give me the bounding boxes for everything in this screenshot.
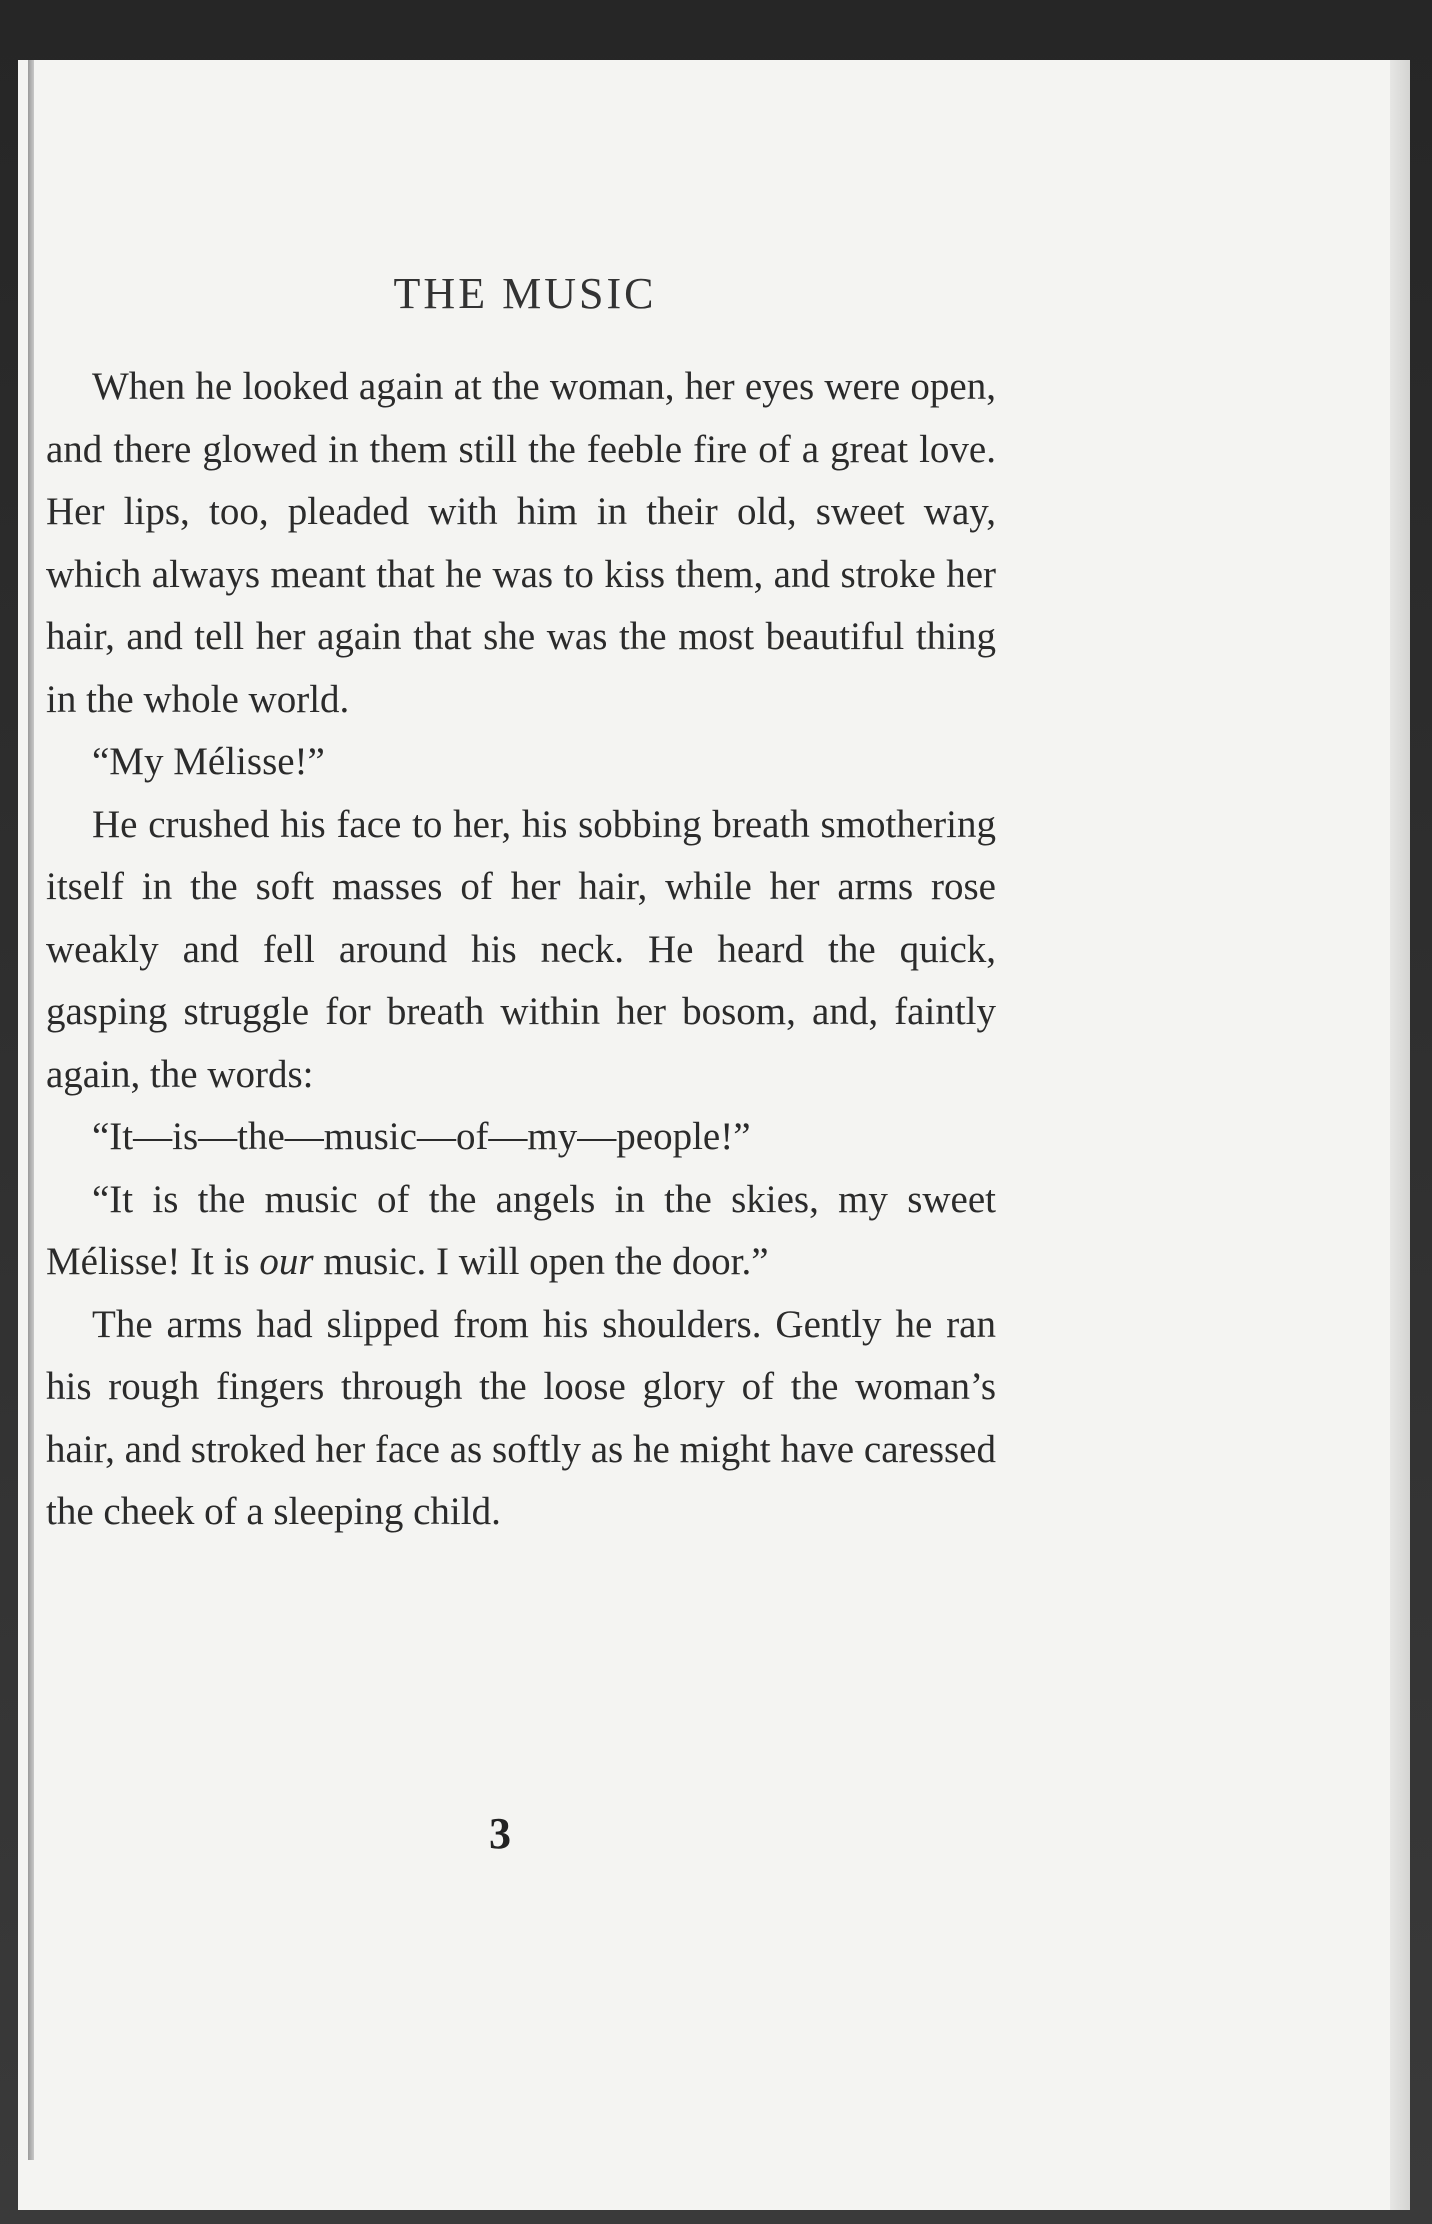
- paragraph: When he looked again at the woman, her eyes were open, and there glowed in them still the feeble fire of a great love. Her lips, too, pleaded with him in their old, sweet way, which always meant that he was to kiss them, and stroke her hair, and tell her again that she was the most beautiful thing in the whole world.: [46, 365, 996, 721]
- page-edge: [1390, 60, 1410, 2210]
- paragraph-text: music. I will open the door.”: [313, 1240, 769, 1283]
- running-head: THE MUSIC: [393, 269, 657, 318]
- paragraph: The arms had slipped from his shoulders. Gently he ran his rough fingers through the loose glory of the woman’s hair, and stroked her face as softly as he might have caressed the cheek of a sleeping child.: [46, 1302, 996, 1533]
- page-number: 3: [489, 1809, 511, 1858]
- paragraph: [46, 1169, 996, 1294]
- paragraph: “It—is—the—music—of—my—people!”: [92, 1115, 751, 1158]
- paragraph: “My Mélisse!”: [92, 740, 325, 783]
- paragraph-text: “It is the music of the angels in the skies, my sweet Mélisse! It is: [46, 1177, 996, 1283]
- body-text: [46, 356, 996, 1544]
- emphasis-text: our: [259, 1240, 314, 1283]
- paragraph: He crushed his face to her, his sobbing breath smothering itself in the soft masses of her hair, while her arms rose weakly and fell around his neck. He heard the quick, gasping struggle for breath within her bosom, and, faintly again, the words:: [46, 802, 996, 1096]
